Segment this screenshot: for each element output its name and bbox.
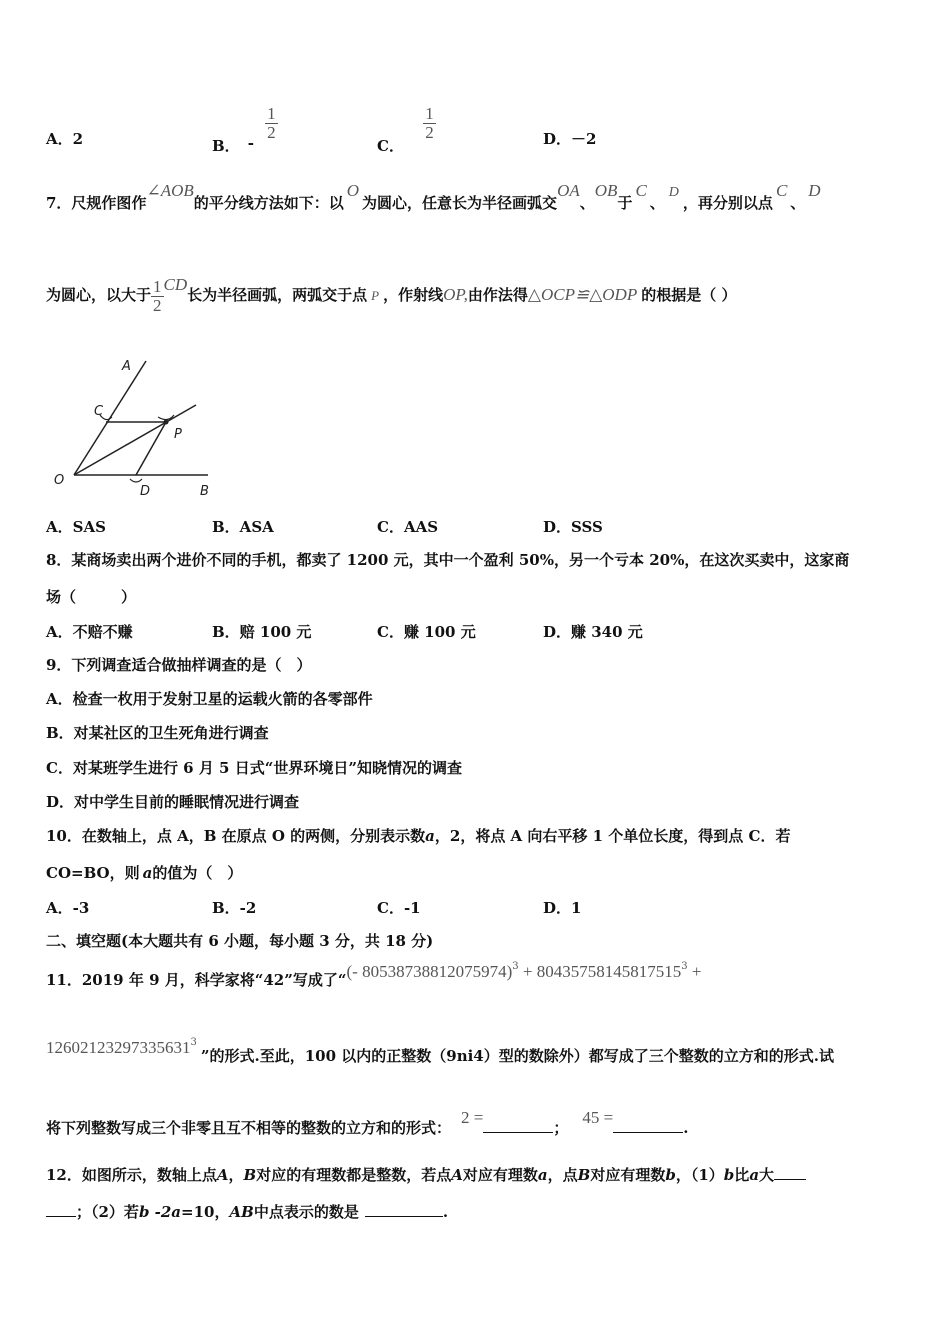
q10-option-a: A．-3 bbox=[46, 899, 90, 917]
q8-option-d: D．赚 340 元 bbox=[543, 623, 643, 641]
q6-option-c: C． $\frac{1}{2}$ bbox=[377, 104, 434, 155]
label-d: D bbox=[140, 484, 151, 499]
label-c: C bbox=[94, 404, 104, 419]
q10-option-b: B．-2 bbox=[212, 899, 257, 917]
q7-option-b: B．ASA bbox=[212, 518, 274, 536]
q7-option-d: D．SSS bbox=[543, 518, 603, 536]
q8-stem-line-1: 8．某商场卖出两个进价不同的手机，都卖了 1200 元，其中一个盈利 50%，另一个亏本 20%，在这次买卖中，这家商 bbox=[46, 551, 850, 569]
q10-stem-line-2: CO=BO，则 a的值为（ ） bbox=[46, 864, 243, 882]
q7-line-2: 为圆心，以大于 $\frac{1}{2}$ CD长为半径画弧，两弧交于点 P ，作射线OP,由作法得△OCP≌△ODP 的根据是（ ） bbox=[46, 275, 737, 315]
q8-stem-line-2: 场（ ） bbox=[46, 588, 137, 606]
label-p: P bbox=[174, 427, 182, 442]
label-a: A bbox=[122, 359, 131, 374]
q6-option-a: A．2 bbox=[46, 130, 84, 148]
angle-bisector-figure bbox=[46, 355, 226, 505]
q6-option-b: B． - $\frac{1}{2}$ bbox=[212, 104, 276, 155]
answer-blank-3[interactable] bbox=[774, 1165, 806, 1180]
q7-option-a: A．SAS bbox=[46, 518, 106, 536]
label-b: B bbox=[200, 484, 209, 499]
q9-option-a: A．检查一枚用于发射卫星的运载火箭的各零部件 bbox=[46, 690, 373, 708]
point-p bbox=[164, 420, 169, 425]
answer-blank-4[interactable] bbox=[365, 1202, 443, 1217]
answer-blank-3-cont[interactable] bbox=[46, 1202, 76, 1217]
q8-option-c: C．赚 100 元 bbox=[377, 623, 476, 641]
q11-line-3: 将下列整数写成三个非零且互不相等的整数的立方和的形式：2 =；45 =. bbox=[46, 1108, 689, 1137]
q10-stem-line-1: 10．在数轴上，点 A，B 在原点 O 的两侧，分别表示数a，2，将点 A 向右平移 1 个单位长度，得到点 C．若 bbox=[46, 827, 791, 845]
segment-dp bbox=[136, 422, 166, 475]
fraction: $\frac{1}{2}$ bbox=[267, 104, 276, 142]
q7-option-c: C．AAS bbox=[377, 518, 439, 536]
q9-stem: 9．下列调查适合做抽样调查的是（ ） bbox=[46, 656, 312, 674]
q11-line-2: 12602123297335631$^3$”的形式.至此，100 以内的正整数（9ni4）型的数除外）都写成了三个整数的立方和的形式.试 bbox=[46, 1037, 834, 1065]
arc-d bbox=[130, 479, 142, 482]
q8-option-b: B．赔 100 元 bbox=[212, 623, 312, 641]
q11-line-1: 11．2019 年 9 月，科学家将“42”写成了“(- $80538738812075974)^3 + 80435758145817515^3$ + bbox=[46, 961, 702, 989]
label-o: O bbox=[54, 473, 65, 488]
q10-option-d: D．1 bbox=[543, 899, 582, 917]
fraction: $\frac{1}{2}$ bbox=[425, 104, 434, 142]
q9-option-d: D．对中学生目前的睡眠情况进行调查 bbox=[46, 793, 300, 811]
section-2-heading: 二、填空题(本大题共有 6 小题，每小题 3 分，共 18 分) bbox=[46, 932, 434, 950]
answer-blank-2[interactable] bbox=[613, 1118, 683, 1133]
q6-option-d: D．－2 bbox=[543, 130, 597, 148]
q10-option-c: C．-1 bbox=[377, 899, 421, 917]
q9-option-b: B．对某社区的卫生死角进行调查 bbox=[46, 724, 269, 742]
q9-option-c: C．对某班学生进行 6 月 5 日式“世界环境日”知晓情况的调查 bbox=[46, 759, 462, 777]
q12-line-2: ；（2）若b -2a=10，AB中点表示的数是 . bbox=[46, 1202, 448, 1222]
q8-option-a: A．不赔不赚 bbox=[46, 623, 133, 641]
q7-line-1: 7．尺规作图作∠AOB的平分线方法如下：以O为圆心，任意长为半径画弧交OA、OB于C、D，再分别以点C、D bbox=[46, 181, 821, 212]
answer-blank-1[interactable] bbox=[483, 1118, 553, 1133]
fraction-half: $\frac{1}{2}$ bbox=[153, 276, 162, 315]
q12-line-1: 12．如图所示，数轴上点A，B对应的有理数都是整数，若点A对应有理数a，点B对应有理数b，（1）b比a大 bbox=[46, 1165, 806, 1185]
